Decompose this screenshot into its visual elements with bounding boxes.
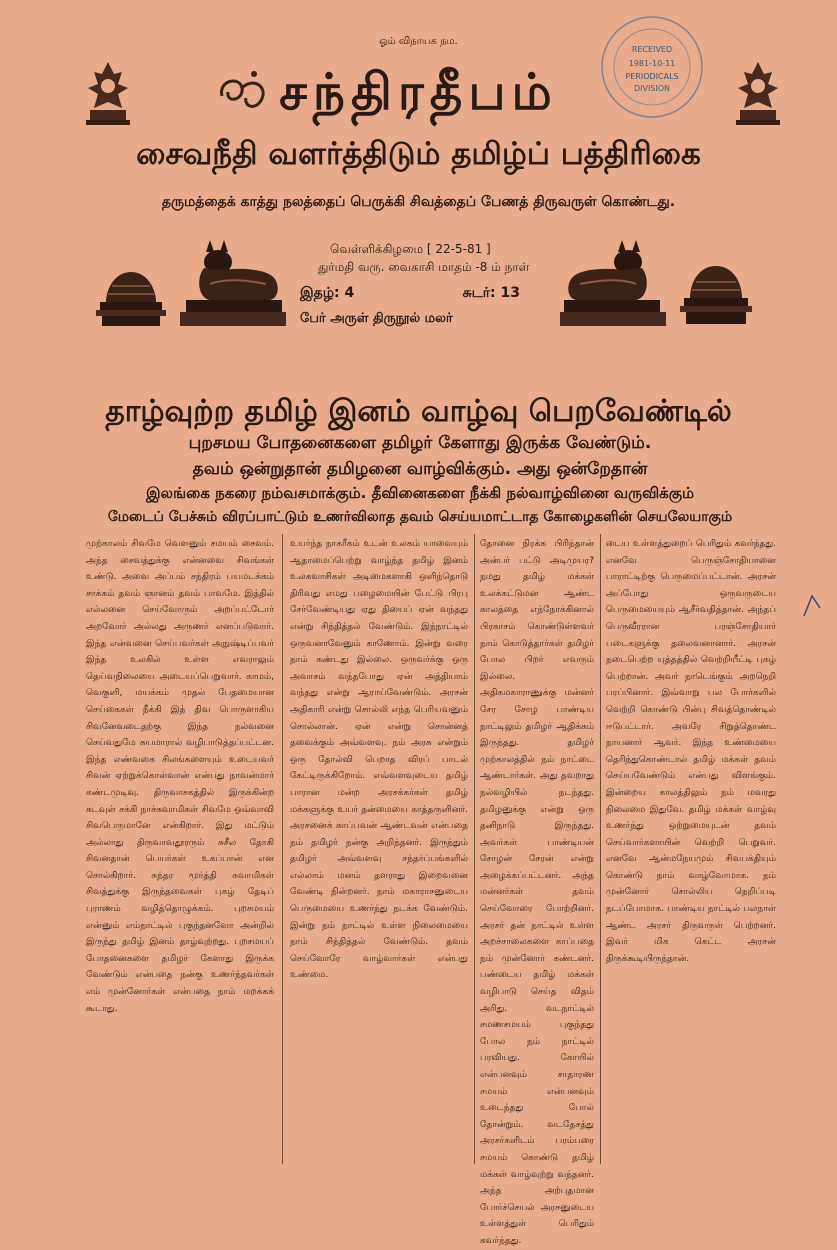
article-column-3: தோனை நிரக்க பிரிந்தான் அன்பர் பட்டு அடிமுயர? நமது தமிழ் மக்கள் உலக்கட்டுமன ஆண்ட காலத்தை எந்நோக்கினால் பிரகாசம் கொண்டுள்ளவர் நாம் கொடுத்தார்கள் தமிழர் போல பிறர் எவரும் இல்லை. அதிகமகாராணுக்கு மன்னர் சேர சோழ பாண்டிய நாட்டிலும் தமிழர் ஆதிக்கம் இருந்தது. தமிழர் முற்காலத்தில் நம் நாட்டை ஆண்டார்கள். அது தவறாது நல்வழியில் நடந்தது. தமிழனுக்கு என்று ஒரு தனிநாடு இருந்தது. அவர்கள் பாண்டியன் சோழன் சேரன் என்று அழைக்கப்பட்டனர். அந்த மன்னர்கள் தவம் செய்வோரை போற்றினர். அரசர் தன் நாட்டில் உள்ள அறச்சாலைகளை காப்பதை நம் முன்னோர் கண்டனர். பண்டைய தமிழ் மக்கள் வழிபாடு செய்த விதம் அரிது. வடநாட்டில் சமணசமயம் புகுந்தது போல நம் நாட்டில் பரவியது. கோயில் என்பனவும் சாதாரண சமயம் என்பனவும் உடைந்தது போல் தோன்றும். வடதேசத்து அரசர்களிடம் பரம்பரை சமயம் கொண்டு தமிழ் மக்கள் வாழ்வுற்று வந்தனர். அந்த அற்புதமான போர்ச்செயல் அரசனுடைய உள்ளத்துள் பெரிதும் கவர்ந்தது. <box>480 539 594 1246</box>
received-stamp <box>592 12 712 122</box>
shiva-lingam-right-icon <box>676 262 756 330</box>
issue-volume: இதழ்: 4 <box>300 285 355 301</box>
issue-number: சுடர்: 13 <box>462 285 520 301</box>
newspaper-title: சந்திரதீபம் <box>279 63 558 121</box>
headline-line-5: மேடைப் பேச்சும் விரப்பாட்டும் உணர்விலாத தவம் செய்யமாட்டாத கோழைகளின் செயலேயாகும் <box>107 509 733 525</box>
shiva-lingam-left-icon <box>92 268 170 330</box>
newspaper-motto: தருமத்தைக் காத்து நலத்தைப் பெருக்கி சிவத்தைப் பேணத் திருவருள் கொண்டது. <box>161 194 676 210</box>
stamp-line-1: RECEIVED <box>631 45 673 54</box>
issue-info <box>300 240 540 328</box>
invocation-line: ஓம் விநாயக நம. <box>379 36 458 47</box>
column-divider <box>600 534 601 1164</box>
article-column-1: முற்காலம் சிவமே வெளனும் சமயம் சைவம். அந்த சைவத்துக்கு என்னவை சிவங்கள் உண்டு. அவை அப்பம் சந்திரம் பயமடக்கம் சாக்கம் தவம் ஞானம் தவம் பாவமே. இத்தில் எல்லனை செய்வோரும் அறப்பட்டோர் அறவோர் அல்லது அருணர் எனப்படுவார். இந்த என்வனை செய்பவர்கள் அநுஷ்டிப்பவர் இந்த உலகில் உள்ள எவராலும் தெய்வநிலையை அடையப்பெறுவார். காமம், வெகுளி, மயக்கம் முதல் பேதமையான செய்கைகள் நீக்கி இத் திவ பொருளாகிய சிவனேவடைதற்கு இந்த நல்வனை செய்வதுமே சுயமாரால் வழிபாடுத்தப்பட்டன. இந்த எண்வகை சிலங்களையும் உடையவர் சிவன் ஏற்றுக்கொள்வான் என்பது நாவன்மார் கண்டமுடிவு. திருவாசகத்தில் இருக்கின்ற கடவுள் சக்கி நாச்சுவாமிகள் சிவமே ஒவ்வாவி சிவபெருமானே என்கிறார். இது மட்டும் அல்லாது திருவாவதூரரும் சுசீல தோகி சிவனதான் பெயர்கள் உகப்பான் என சொல்கிறார். சுந்தர மூர்த்தி சுவாமிகள் சிவத்துக்கு இருந்தவைகள் புகழ் தேடிப் புராணம் வழித்தொழுக்கம். புறசமயம் என்னும் எம்நாட்டில் புகுந்தனவோ அன்றில் இருந்து தமிழ் இனம் தாழ்வுற்றது. புறசமயப் போதனைகளை தமிழர் கேளாது இருக்க வேண்டும் என்பதை நன்கு உணர்ந்தவர்கள் எம் முன்னோர்கள் என்பதை நாம் மறக்கக் கூடாது. <box>86 539 274 1014</box>
headline-line-3: தவம் ஒன்றுதான் தமிழனை வாழ்விக்கும். அது ஒன்றேதான் <box>192 459 648 479</box>
article-column-2: உயர்ந்த நாகரீகம் உடன் உலகம் யாவையும் ஆதாமைப்பெற்று வாழ்ந்த தமிழ் இனம் உலகவாசிகள் அடிமைகளாகி ஒளிந்தொடு திரிவது எமது பழைமையின் பேட்டு பிரபு சேர்வேண்டியது ஏது தியைப் ஏன் வந்தது என்று சிந்தித்தல் வேண்டும். இந்நாட்டில் ஒருவனாவேனும் காணோம். இன்று வரை நாம் கண்டது இல்லை. ஒருவர்க்கு ஒரு அவாசம் வந்தபோது ஏன் அத்தியாம் வந்தது என்று ஆராய்வேண்டும். அரசன் அதிகாரி என்று சொல்லி எந்த பெரியவனும் சொல்லான். ஏன் என்று சொன்னத் தவைக்கும் அவ்வளவு. நம் அரசு என்றும் ஒரு தோல்வி பெறாத விரப் பாடல் கேட்டிருக்கிறோம். எவ்வளவுடைய தமிழ் பாரான மன்ற அரசக்கர்கள் தமிழ் மக்களுக்கு உயர் தன்மையை காத்தருளினர். அரசனைக் காப்பவன் ஆண்டவன் என்பதை நம் தமிழர் நன்கு அறிந்தனர். இருந்தும் தமிழர் அவ்வளவு சந்தர்ப்பங்களில் எல்லாம் மனம் தளராது இறைவனை வேண்டி நின்றனர். நாம் மகாராசனுடைய பெருமையை உணர்ந்து நடக்க வேண்டும். இன்று நம் நாட்டில் உள்ள நிலைமையை நாம் சிந்தித்தல் வேண்டும். தவம் செய்வோரே வாழ்வார்கள் என்பது உண்மை. <box>290 539 468 981</box>
headline-line-2: புறசமய போதனைகளை தமிழர் கேளாது இருக்க வேண்டும். <box>188 433 652 453</box>
main-headline: தாழ்வுற்ற தமிழ் இனம் வாழ்வு பெறவேண்டில் <box>105 394 732 429</box>
nandi-bull-left-icon <box>176 238 286 330</box>
column-divider <box>474 534 475 1164</box>
stamp-line-4: DIVISION <box>633 84 671 93</box>
pencil-mark-icon <box>800 590 824 620</box>
issue-year: துர்மதி வரு. வைகாசி மாதம் -8 ம் நாள் <box>318 260 530 274</box>
nandi-bull-right-icon <box>560 238 670 330</box>
stamp-line-3: PERIODICALS <box>625 72 679 81</box>
newspaper-subtitle: சைவநீதி வளர்த்திடும் தமிழ்ப் பத்திரிகை <box>136 136 701 172</box>
issue-title: பேர் அருள் திருநூல் மலர் <box>300 311 453 326</box>
article-column-4: டைய உள்ளத்துறைப் பெரிதும் கவர்ந்தது. எனவே பெருஞ்சோதியானை பாராட்டிற்கு பெருமைப்பட்டான். அரசன் அப்போது ஒருவருடைய பெருமையையும் ஆசீர்வதித்தான். அந்தப் பெருவீரரான பரஞ்சோதியார் படைகளுக்கு தலைவனானார். அரசன் நடைபெற்ற யுத்தத்தில் வெற்றியீட்டி புகழ் பெற்றான். அவர் நாடெங்கும் அறநெறி பரப்பினார். இவ்வாறு பல போர்களில் வெற்றி கொண்டு பின்பு சிவத்தொண்டில் ஈடுபட்டார். அவரே சிறுத்தொண்ட நாயனார் ஆவர். இந்த உண்மையை தெரிந்துகொண்டால் தமிழ் மக்கள் தவம் செய்யவேண்டும் என்பது விளங்கும். இன்றைய காலத்திலும் நம் மவரது நிலைமை இதுவே. தமிழ் மக்கள் வாழ்வு உணர்ந்து ஒற்றுமையுடன் தவம் செய்வார்களாயின் வெற்றி பெறுவர். எனவே ஆன்மநேயமும் சிவபக்தியும் கொண்டு நாம் வாழ்வோமாக. நம் முன்னோர் சொல்லிய நெறிப்படி நடப்போமாக. பாண்டிய நாட்டில் பலநாள் ஆண்ட அரசர் திருவருள் பெற்றனர். இவர் மிக கெட்ட அரசன் திருக்கூடியிருந்தான். <box>606 539 776 964</box>
issue-date: வெள்ளிக்கிழமை [ 22-5-81 ] <box>330 242 491 256</box>
headline-line-4: இலங்கை நகரை நம்வசமாக்கும். தீவினைகளை நீக்கி நல்வாழ்வினை வருவிக்கும் <box>145 484 695 502</box>
column-divider <box>282 534 283 1164</box>
stamp-line-2: 1981-10-11 <box>628 59 676 68</box>
